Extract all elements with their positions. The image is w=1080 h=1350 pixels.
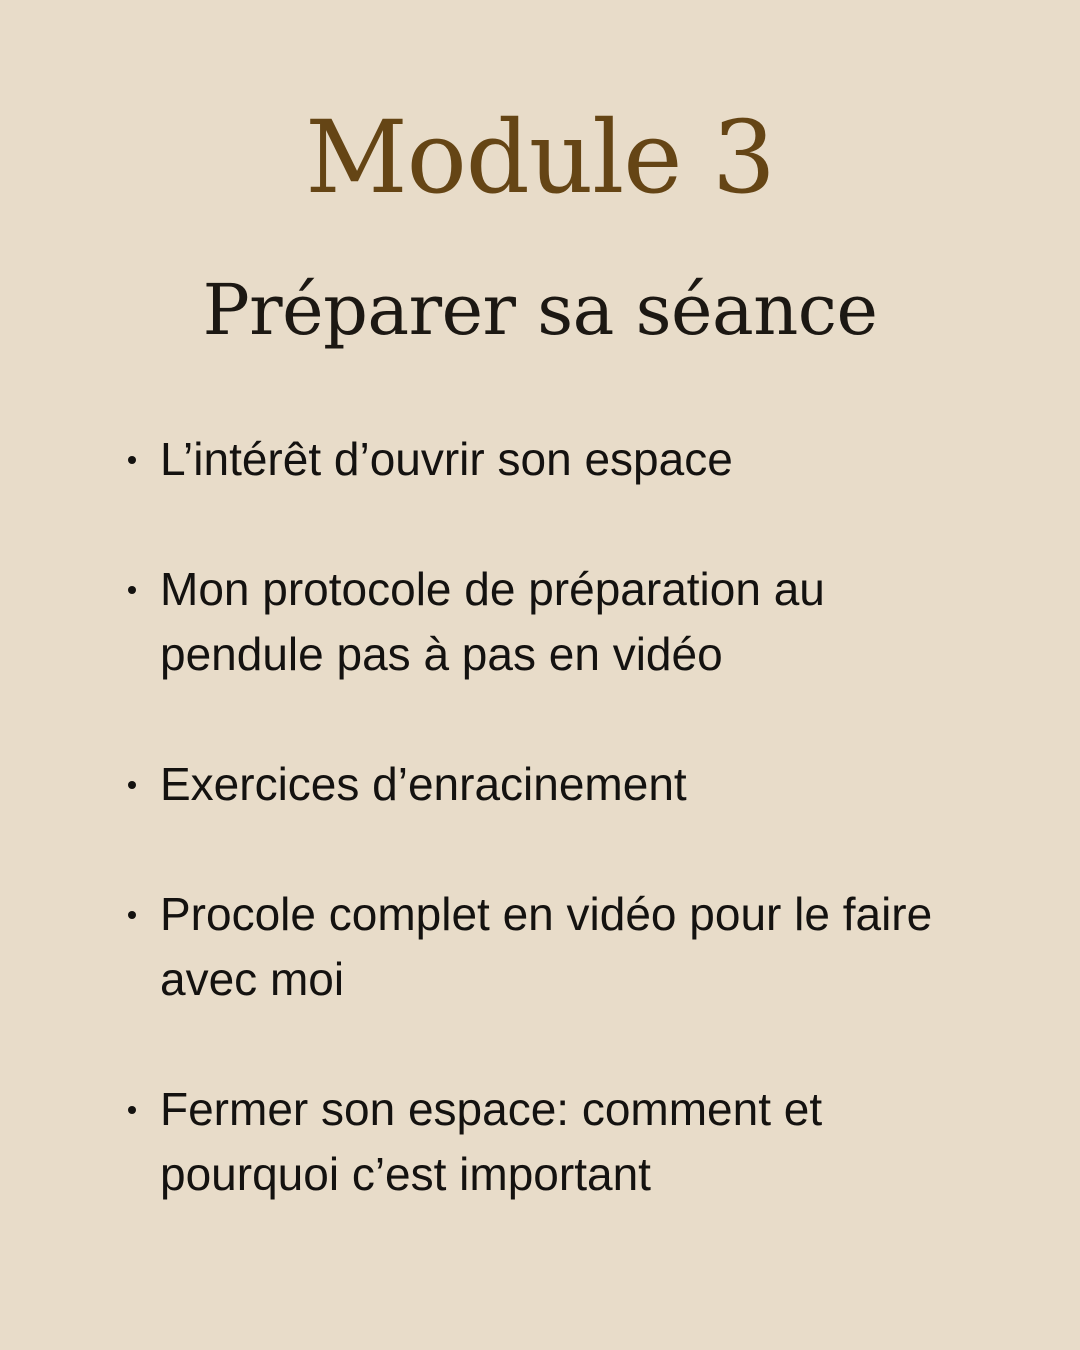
list-item-text: Procole complet en vidéo pour le faire: [160, 888, 933, 940]
bullet-icon: [128, 586, 136, 594]
module-subtitle: Préparer sa séance: [202, 269, 878, 351]
list-item: [160, 752, 960, 817]
list-item-text: Fermer son espace: comment et: [160, 1083, 823, 1135]
list-item-text: pourquoi c’est important: [160, 1148, 651, 1200]
list-item-text: Exercices d’enracinement: [160, 758, 687, 810]
list-item: [160, 1077, 960, 1207]
module-title: Module 3: [305, 99, 775, 216]
list-item-text: pendule pas à pas en vidéo: [160, 628, 723, 680]
list-item-text: avec moi: [160, 953, 345, 1005]
list-item-text: Mon protocole de préparation au: [160, 563, 825, 615]
bullet-icon: [128, 1106, 136, 1114]
bullet-icon: [128, 456, 136, 464]
list-item: [160, 427, 960, 492]
list-item: [160, 557, 960, 687]
bullet-icon: [128, 911, 136, 919]
list-item-text: L’intérêt d’ouvrir son espace: [160, 433, 733, 485]
bullet-icon: [128, 781, 136, 789]
list-item: [160, 882, 960, 1012]
